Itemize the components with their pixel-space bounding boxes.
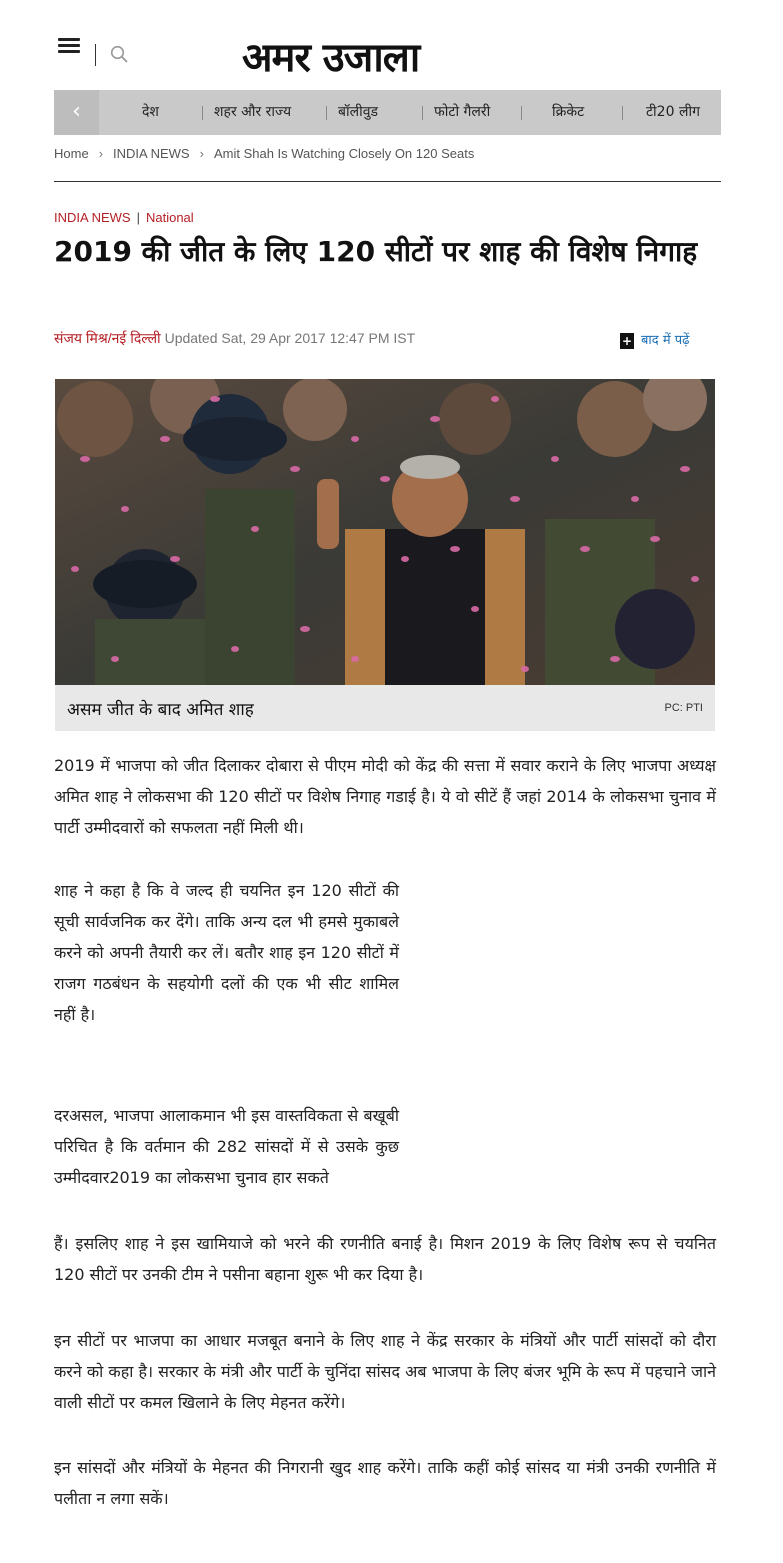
header-rule (54, 181, 721, 182)
read-later-label: बाद में पढ़ें (641, 333, 690, 348)
breadcrumb-home[interactable]: Home (54, 146, 89, 161)
breadcrumb-separator: › (98, 146, 104, 161)
image-credit: PC: PTI (664, 702, 703, 714)
article-title: 2019 की जीत के लिए 120 सीटों पर शाह की विशेष निगाह (54, 235, 698, 268)
article-paragraph: 2019 में भाजपा को जीत दिलाकर दोबारा से पीएम मोदी को केंद्र की सत्ता में सवार कराने के लिए भाजपा अध्यक्ष अमित शाह ने लोकसभा की 120 सीटों पर विशेष निगाह गडाई है। ये वो सीटें हैं जहां 2014 के लोकसभा चुनाव में पार्टी उम्मीदवारों को सफलता नहीं मिली थी। (54, 756, 717, 837)
breadcrumb (54, 146, 484, 166)
section-nav (54, 90, 721, 135)
article-paragraph: हैं। इसलिए शाह ने इस खामियाजे को भरने की रणनीति बनाई है। मिशन 2019 के लिए विशेष रूप से चयनित 120 सीटों पर उनकी टीम ने पसीना बहाना शुरू भी कर दिया है। (54, 1234, 716, 1284)
read-later-button[interactable] (620, 330, 689, 349)
header-divider (95, 44, 96, 66)
breadcrumb-separator: › (199, 146, 204, 161)
category-divider: | (136, 210, 140, 225)
article-paragraph: इन सांसदों और मंत्रियों के मेहनत की निगरानी खुद शाह करेंगे। ताकि कहीं कोई सांसद या मंत्री उनकी रणनीति में पलीता न लगा सकें। (54, 1458, 716, 1508)
nav-item-bollywood[interactable]: बॉलीवुड (338, 104, 379, 120)
nav-item-t20-league[interactable]: टी20 लीग (646, 104, 700, 120)
nav-divider (622, 106, 623, 120)
crowd-photo (55, 379, 715, 685)
nav-item-desh[interactable]: देश (142, 104, 159, 120)
article-paragraph: शाह ने कहा है कि वे जल्द ही चयनित इन 120 सीटों की सूची सार्वजनिक कर देंगे। ताकि अन्य दल भी हमसे मुकाबले करने को अपनी तैयारी कर लें। बतौर शाह इन 120 सीटों में राजग गठबंधन के सहयोगी दलों की एक भी सीट शामिल नहीं है। (54, 881, 399, 1024)
hamburger-menu-icon[interactable] (58, 38, 80, 58)
author-name[interactable]: संजय मिश्र/नई दिल्ली (54, 330, 161, 346)
site-logo[interactable]: अमर उजाला (242, 34, 420, 81)
bookmark-add-icon: + (621, 333, 633, 348)
nav-divider (202, 106, 203, 120)
breadcrumb-current: Amit Shah Is Watching Closely On 120 Seats (213, 146, 475, 161)
site-header (54, 34, 721, 84)
category-national[interactable]: National (145, 210, 194, 225)
breadcrumb-india-news[interactable]: INDIA NEWS (113, 146, 190, 161)
article-hero-image[interactable] (55, 379, 715, 685)
article-paragraph: दरअसल, भाजपा आलाकमान भी इस वास्तविकता से बखूबी परिचित है कि वर्तमान की 282 सांसदों में से उसके कुछ उम्मीदवार2019 का लोकसभा चुनाव हार सकते (54, 1106, 399, 1187)
image-caption: असम जीत के बाद अमित शाह (67, 700, 254, 720)
nav-item-city-state[interactable]: शहर और राज्य (214, 104, 292, 120)
chevron-left-icon[interactable]: ‹ (54, 90, 99, 135)
nav-divider (521, 106, 522, 120)
nav-divider (326, 106, 327, 120)
search-icon[interactable] (110, 45, 128, 63)
article-paragraph: इन सीटों पर भाजपा का आधार मजबूत बनाने के लिए शाह ने केंद्र सरकार के मंत्रियों और पार्टी सांसदों को दौरा करने को कहा है। सरकार के मंत्री और पार्टी के चुनिंदा सांसद अब भाजपा के लिए बंजर भूमि के रूप में पहचाने जाने वाली सीटों पर कमल खिलाने के लिए मेहनत करेंगे। (54, 1331, 716, 1412)
updated-timestamp: Updated Sat, 29 Apr 2017 12:47 PM IST (164, 330, 416, 346)
nav-item-cricket[interactable]: क्रिकेट (552, 104, 585, 120)
image-caption-bar (55, 685, 715, 731)
article-categories (54, 210, 194, 225)
byline (54, 329, 415, 348)
nav-item-photo-gallery[interactable]: फोटो गैलरी (434, 104, 491, 120)
category-india-news[interactable]: INDIA NEWS (54, 210, 131, 225)
nav-divider (422, 106, 423, 120)
